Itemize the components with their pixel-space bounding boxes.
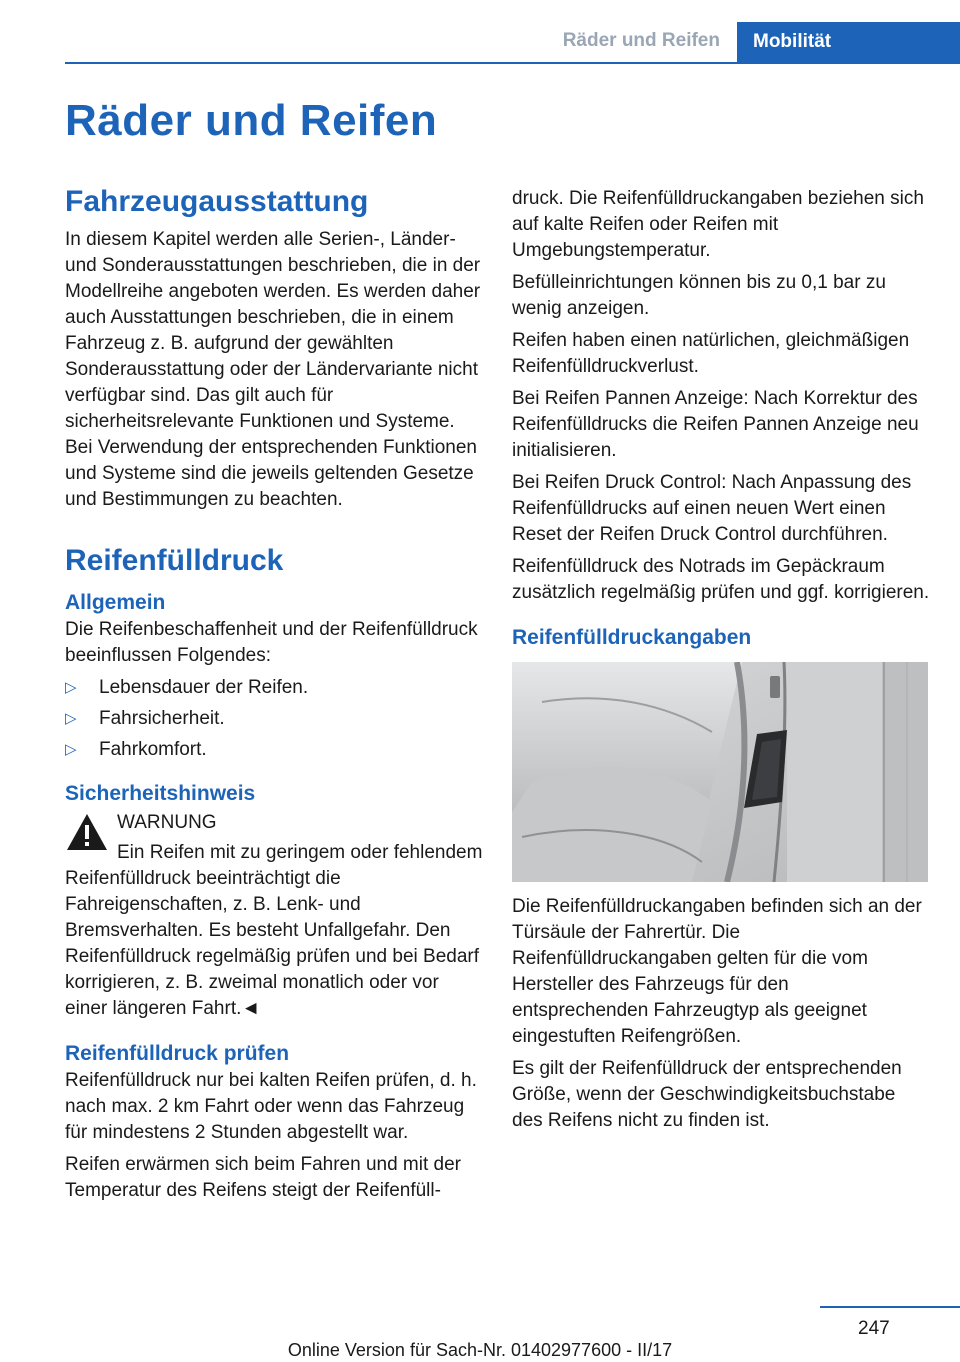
- warning-block: [65, 810, 483, 1022]
- list-item: [65, 675, 483, 706]
- body-text: Reifenfülldruck des Notrads im Gepäckraum zusätzlich regelmäßig prüfen und ggf. korrigieren.: [512, 556, 930, 603]
- subheading-safety: Sicherheitshinweis: [65, 782, 256, 805]
- subheading-check: Reifenfülldruck prüfen: [65, 1042, 290, 1065]
- footer-online-version: Online Version für Sach-Nr. 01402977600 - II/17: [287, 1340, 673, 1360]
- subheading-spec: Reifenfülldruckangaben: [512, 626, 752, 649]
- equipment-text: In diesem Kapitel werden alle Serien-, Länder- und Sonderausstattungen beschrieben, die in der Modellreihe angeboten werden. Es werden daher auch Ausstattungen beschrieben, die in einem Fahrzeug z. B. aufgrund der gewählten Sonderausstattung oder der Ländervariante nicht verfügbar sind. Das gilt auch für sicherheitsrelevante Funktionen und Systeme. Bei Verwendung der entsprechenden Funktionen und Systeme sind die jeweils geltenden Gesetze und Bestimmungen zu beachten.: [65, 229, 481, 510]
- page-title: Räder und Reifen: [65, 96, 438, 145]
- body-text: Bei Reifen Druck Control: Nach Anpassung des Reifenfülldrucks auf einen neuen Wert einen Reset der Reifen Druck Control durchführen.: [512, 472, 912, 545]
- header-chapter-tab: [737, 22, 960, 62]
- header-rule: [65, 62, 960, 64]
- check-text-1: Reifenfülldruck nur bei kalten Reifen prüfen, d. h. nach max. 2 km Fahrt oder wenn das Fahrzeug für mindestens 2 Stunden abgestellt war.: [65, 1070, 477, 1143]
- body-text: Bei Reifen Pannen Anzeige: Nach Korrektur des Reifenfülldrucks die Reifen Pannen Anzeige neu initialisieren.: [512, 388, 919, 461]
- footer-rule: [820, 1306, 960, 1308]
- general-text: Die Reifenbeschaffenheit und der Reifenfülldruck beeinflussen Folgendes:: [65, 619, 478, 666]
- warning-text: Ein Reifen mit zu geringem oder fehlendem Reifenfülldruck beeinträchtigt die Fahreigenschaften, z. B. Lenk- und Bremsverhalten. Es besteht Unfallgefahr. Den Reifenfülldruck regelmäßig prüfen und bei Bedarf korrigieren, z. B. zweimal monatlich oder vor einer längeren Fahrt.◄: [65, 842, 483, 1019]
- subheading-general: Allgemein: [65, 591, 166, 614]
- bullet-list: [65, 675, 483, 768]
- body-text: Es gilt der Reifenfülldruck der entsprechenden Größe, wenn der Geschwindigkeitsbuchstabe des Reifens nicht zu finden ist.: [512, 1058, 902, 1131]
- list-item-text: Fahrkomfort.: [99, 739, 207, 760]
- check-text-2: Reifen erwärmen sich beim Fahren und mit der Temperatur des Reifens steigt der Reifenfüll-: [65, 1154, 462, 1201]
- header-chapter-label: Mobilität: [753, 31, 832, 52]
- warning-title: WARNUNG: [117, 812, 217, 833]
- body-text: Die Reifenfülldruckangaben befinden sich an der Türsäule der Fahrertür. Die Reifenfülldruckangaben gelten für die vom Hersteller des Fahrzeugs für den entsprechenden Fahrzeugtyp als geeignet eingestuften Reifengrößen.: [512, 896, 922, 1047]
- list-item-text: Lebensdauer der Reifen.: [99, 677, 309, 698]
- body-text: Befülleinrichtungen können bis zu 0,1 bar zu wenig anzeigen.: [512, 272, 886, 319]
- body-text: druck. Die Reifenfülldruckangaben beziehen sich auf kalte Reifen oder Reifen mit Umgebungstemperatur.: [512, 188, 924, 261]
- door-pillar-photo: [512, 662, 928, 882]
- body-text: Reifen haben einen natürlichen, gleichmäßigen Reifenfülldruckverlust.: [512, 330, 910, 377]
- list-item: [65, 706, 483, 737]
- right-column: [512, 186, 930, 1140]
- list-item: [65, 737, 483, 768]
- section-heading-pressure: Reifenfülldruck: [65, 544, 284, 577]
- triangle-bullet-icon: ▷: [65, 741, 77, 758]
- left-column: [65, 184, 483, 1210]
- triangle-bullet-icon: ▷: [65, 710, 77, 727]
- header-section-label: Räder und Reifen: [562, 30, 720, 51]
- section-heading-equipment: Fahrzeugausstattung: [65, 185, 369, 218]
- triangle-bullet-icon: ▷: [65, 679, 77, 696]
- list-item-text: Fahrsicherheit.: [99, 708, 225, 729]
- page-number: 247: [858, 1318, 890, 1339]
- warning-triangle-icon: [65, 812, 109, 852]
